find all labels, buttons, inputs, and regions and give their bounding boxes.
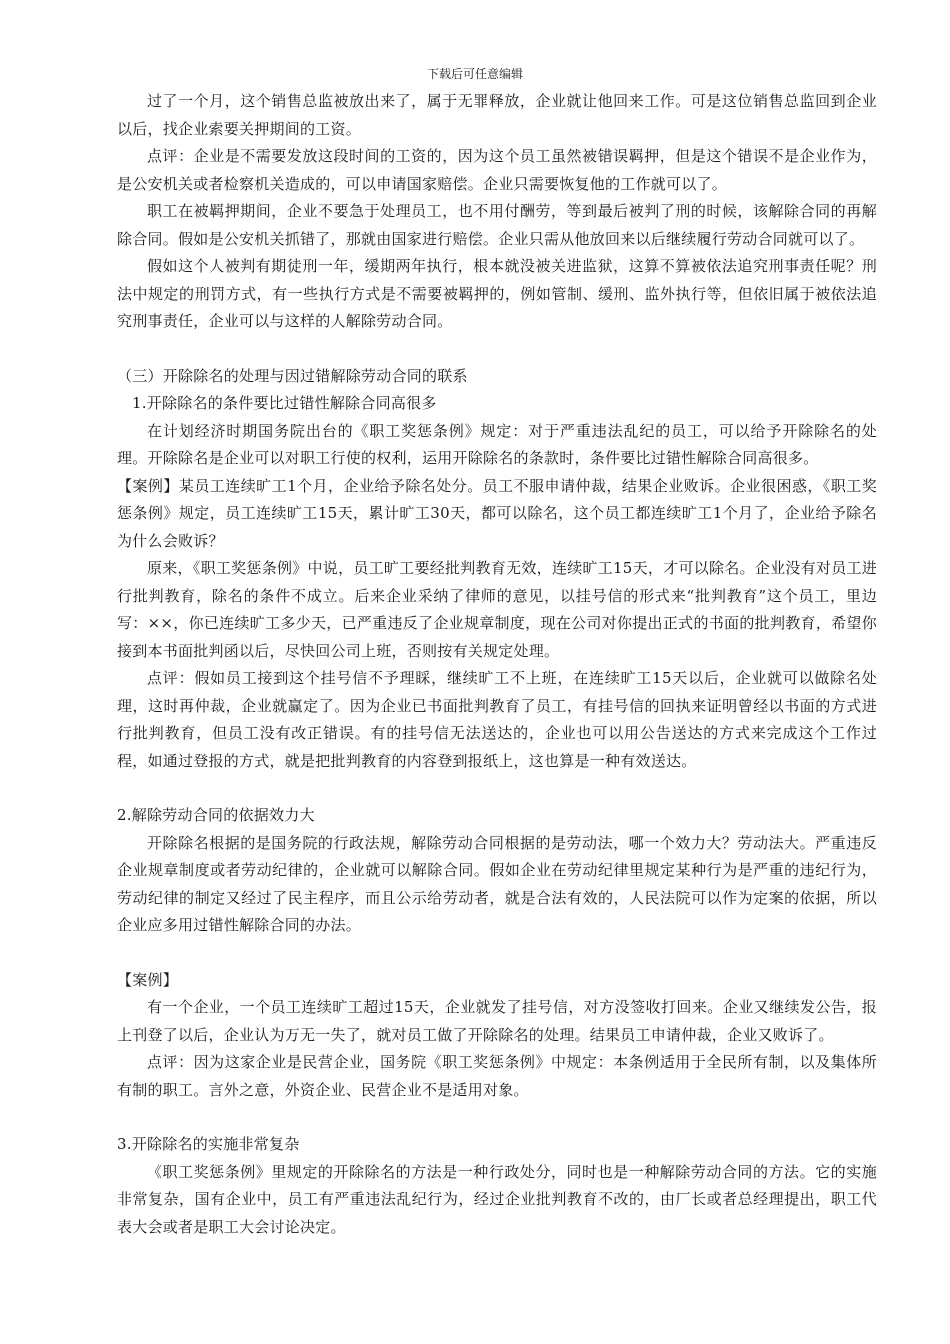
paragraph: 职工在被羁押期间，企业不要急于处理员工，也不用付酬劳，等到最后被判了刑的时候，该解除合同的再解除合同。假如是公安机关抓错了，那就由国家进行赔偿。企业只需从他放回来以后继续履行劳动合同就可以了。 [117,202,877,248]
paragraph: 假如这个人被判有期徒刑一年，缓期两年执行，根本就没被关进监狱，这算不算被依法追究刑事责任呢？刑法中规定的刑罚方式，有一些执行方式是不需要被羁押的，例如管制、缓刑、监外执行等，但依旧属于被依法追究刑事责任，企业可以与这样的人解除劳动合同。 [117,257,877,330]
paragraph: 3.开除除名的实施非常复杂 [117,1135,300,1153]
paragraph: 【案例】某员工连续旷工1个月，企业给予除名处分。员工不服申请仲裁，结果企业败诉。企业很困惑，《职工奖惩条例》规定，员工连续旷工15天，累计旷工30天，都可以除名，这个员工都连续旷工1个月了，企业给予除名为什么会败诉？ [117,476,877,550]
paragraph: 点评：企业是不需要发放这段时间的工资的，因为这个员工虽然被错误羁押，但是这个错误不是企业作为，是公安机关或者检察机关造成的，可以申请国家赔偿。企业只需要恢复他的工作就可以了。 [117,147,877,193]
paragraph-gap [117,775,877,802]
paragraph: 在计划经济时期国务院出台的《职工奖惩条例》规定：对于严重违法乱纪的员工，可以给予开除除名的处理。开除除名是企业可以对职工行使的权利，运用开除除名的条款时，条件要比过错性解除合同高很多。 [117,421,877,467]
paragraph: 过了一个月，这个销售总监被放出来了，属于无罪释放，企业就让他回来工作。可是这位销售总监回到企业以后，找企业索要关押期间的工资。 [117,92,877,138]
document-body [117,88,877,1241]
paragraph-gap [117,1104,877,1131]
paragraph-gap [117,940,877,967]
paragraph: 有一个企业，一个员工连续旷工超过15天，企业就发了挂号信，对方没签收打回来。企业又继续发公告，报上刊登了以后，企业认为万无一失了，就对员工做了开除除名的处理。结果员工申请仲裁，企业又败诉了。 [117,998,877,1044]
paragraph-gap [117,336,877,363]
paragraph: 点评：因为这家企业是民营企业，国务院《职工奖惩条例》中规定：本条例适用于全民所有制，以及集体所有制的职工。言外之意，外资企业、民营企业不是适用对象。 [117,1053,877,1099]
paragraph: 1.开除除名的条件要比过错性解除合同高很多 [132,394,437,412]
paragraph: 原来，《职工奖惩条例》中说，员工旷工要经批判教育无效，连续旷工15天，才可以除名。企业没有对员工进行批判教育，除名的条件不成立。后来企业采纳了律师的意见，以挂号信的形式来“批判教育”这个员工，里边写：××，你已连续旷工多少天，已严重违反了企业规章制度，现在公司对你提出正式的书面的批判教育，希望你接到本书面批判函以后，尽快回公司上班，否则按有关规定处理。 [117,559,877,660]
page-header: 下载后可任意编辑 [426,67,523,81]
paragraph: 【案例】 [117,970,179,989]
paragraph: 开除除名根据的是国务院的行政法规，解除劳动合同根据的是劳动法，哪一个效力大？劳动法大。严重违反企业规章制度或者劳动纪律的，企业就可以解除合同。假如企业在劳动纪律里规定某种行为是严重的违纪行为，劳动纪律的制定又经过了民主程序，而且公示给劳动者，就是合法有效的，人民法院可以作为定案的依据，所以企业应多用过错性解除合同的办法。 [117,833,877,934]
paragraph: 《职工奖惩条例》里规定的开除除名的方法是一种行政处分，同时也是一种解除劳动合同的方法。它的实施非常复杂，国有企业中，员工有严重违法乱纪行为，经过企业批判教育不改的，由厂长或者总经理提出，职工代表大会或者是职工大会讨论决定。 [117,1162,877,1236]
paragraph: 点评：假如员工接到这个挂号信不予理睬，继续旷工不上班，在连续旷工15天以后，企业就可以做除名处理，这时再仲裁，企业就赢定了。因为企业已书面批判教育了员工，有挂号信的回执来证明曾经以书面的方式进行批判教育，但员工没有改正错误。有的挂号信无法送达的，企业也可以用公告送达的方式来完成这个工作过程，如通过登报的方式，就是把批判教育的内容登到报纸上，这也算是一种有效送达。 [117,669,877,770]
paragraph: （三）开除除名的处理与因过错解除劳动合同的联系 [117,366,468,385]
paragraph: 2.解除劳动合同的依据效力大 [117,806,315,824]
